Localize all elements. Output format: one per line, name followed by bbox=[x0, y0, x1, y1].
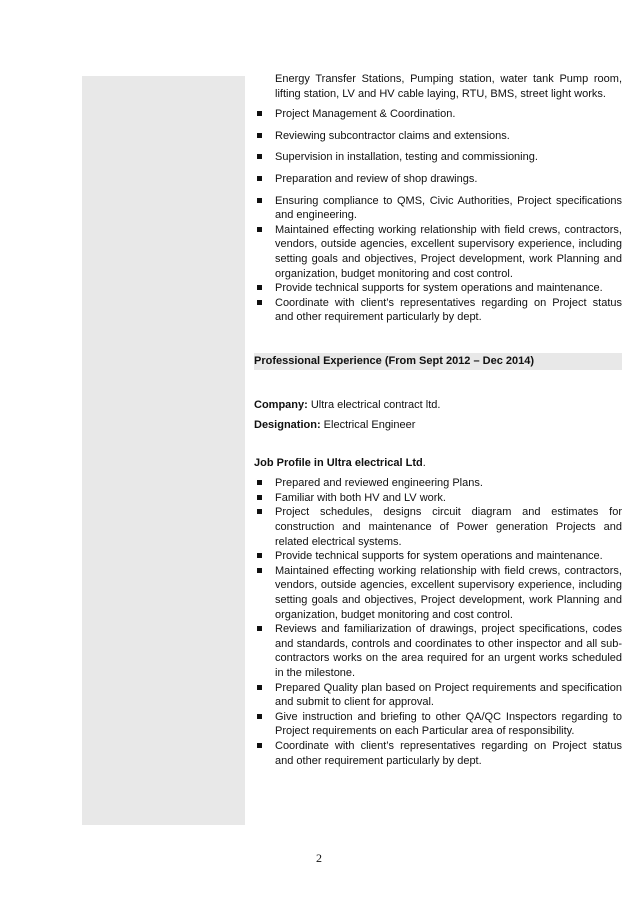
job-profile-suffix: . bbox=[422, 456, 426, 469]
responsibilities-list-1 bbox=[254, 107, 622, 325]
list-item: Maintained effecting working relationship with field crews, contractors, vendors, outside agencies, excellent supervisory experience, including setting goals and objectives, Project development, work Planning and organization, budget monitoring and cost control. bbox=[254, 223, 622, 281]
list-item: Give instruction and briefing to other QA/QC Inspectors regarding to Project requirements on each Particular area of responsibility. bbox=[254, 710, 622, 739]
list-item: Provide technical supports for system operations and maintenance. bbox=[254, 549, 622, 564]
list-item: Familiar with both HV and LV work. bbox=[254, 491, 622, 506]
section-heading-professional-experience: Professional Experience (From Sept 2012 – Dec 2014) bbox=[254, 353, 622, 370]
list-item: Coordinate with client’s representatives regarding on Project status and other requirement particularly by dept. bbox=[254, 739, 622, 768]
company-field bbox=[254, 398, 622, 413]
main-content bbox=[254, 72, 622, 768]
company-label: Company: bbox=[254, 398, 308, 411]
company-value: Ultra electrical contract ltd. bbox=[307, 398, 441, 411]
responsibilities-list-2 bbox=[254, 476, 622, 768]
list-item: Supervision in installation, testing and commissioning. bbox=[254, 150, 622, 165]
list-item: Prepared Quality plan based on Project requirements and specification and submit to client for approval. bbox=[254, 681, 622, 710]
list-item: Coordinate with client’s representatives regarding on Project status and other requirement particularly by dept. bbox=[254, 296, 622, 325]
list-item: Reviewing subcontractor claims and extensions. bbox=[254, 129, 622, 144]
job-profile-title: Job Profile in Ultra electrical Ltd bbox=[254, 456, 423, 469]
job-profile-heading bbox=[254, 456, 622, 471]
list-item: Prepared and reviewed engineering Plans. bbox=[254, 476, 622, 491]
designation-value: Electrical Engineer bbox=[320, 419, 416, 432]
page-number: 2 bbox=[316, 851, 322, 865]
list-item: Reviews and familiarization of drawings, project specifications, codes and standards, controls and coordinates to other inspector and all sub-contractors works on the area required for an urgent works scheduled in the milestone. bbox=[254, 622, 622, 680]
designation-label: Designation: bbox=[254, 419, 321, 432]
list-item: Project Management & Coordination. bbox=[254, 107, 622, 122]
left-sidebar-panel bbox=[82, 76, 245, 825]
continued-paragraph: Energy Transfer Stations, Pumping station, water tank Pump room, lifting station, LV and HV cable laying, RTU, BMS, street light works. bbox=[275, 73, 622, 100]
designation-field bbox=[254, 418, 622, 433]
list-item: Ensuring compliance to QMS, Civic Authorities, Project specifications and engineering. bbox=[254, 194, 622, 223]
list-item: Preparation and review of shop drawings. bbox=[254, 172, 622, 187]
list-item: Maintained effecting working relationship with field crews, contractors, vendors, outside agencies, excellent supervisory experience, including setting goals and objectives, Project development, work Planning and organization, budget monitoring and cost control. bbox=[254, 564, 622, 622]
list-item: Project schedules, designs circuit diagram and estimates for construction and maintenance of Power generation Projects and related electrical systems. bbox=[254, 505, 622, 549]
list-item: Provide technical supports for system operations and maintenance. bbox=[254, 281, 622, 296]
